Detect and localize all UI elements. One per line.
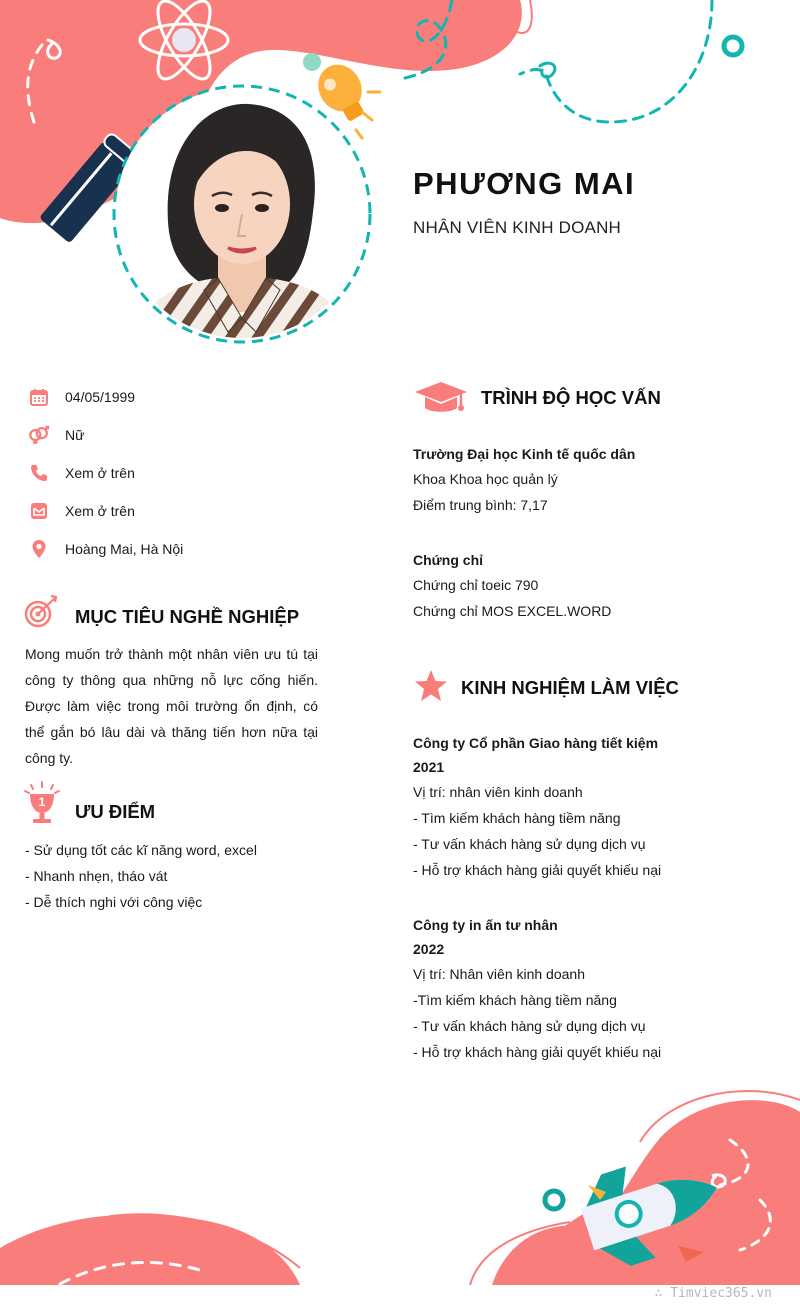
objective-title: MỤC TIÊU NGHỀ NGHIỆP [75, 606, 300, 627]
dashed-path-right [520, 0, 712, 122]
job-year: 2021 [413, 759, 445, 775]
calendar-icon [28, 386, 50, 408]
watermark-text: Timviec365.vn [670, 1286, 772, 1301]
gender-icon [28, 424, 50, 446]
certificate-item: Chứng chỉ MOS EXCEL.WORD [413, 603, 612, 619]
gpa: Điểm trung bình: 7,17 [413, 497, 548, 513]
contact-address [28, 537, 183, 561]
star-icon [413, 668, 449, 709]
teal-ring [724, 37, 742, 55]
phone-text: Xem ở trên [65, 465, 135, 481]
phone-icon [28, 462, 50, 484]
experience-title: KINH NGHIỆM LÀM VIỆC [461, 677, 679, 698]
contact-email [28, 499, 135, 523]
gender-text: Nữ [65, 427, 85, 443]
objective-text: Mong muốn trở thành một nhân viên ưu tú tại công ty thông qua những nỗ lực cống hiến. Được làm việc trong môi trường ổn định, có thể gắn bó lâu dài và thăng tiến hơn nữa tại công ty. [25, 646, 318, 766]
bottom-left-coral-blob [0, 1214, 300, 1285]
faculty: Khoa Khoa học quản lý [413, 471, 558, 487]
strengths-title: ƯU ĐIỂM [75, 801, 156, 822]
job-year: 2022 [413, 941, 445, 957]
school-name: Trường Đại học Kinh tế quốc dân [413, 446, 636, 462]
education-title: TRÌNH ĐỘ HỌC VẤN [481, 387, 661, 408]
target-icon [24, 594, 60, 635]
strength-item: - Nhanh nhẹn, tháo vát [25, 868, 168, 884]
job-detail: - Tư vấn khách hàng sử dụng dịch vụ [413, 1018, 646, 1034]
job-detail: -Tìm kiếm khách hàng tiềm năng [413, 992, 617, 1008]
email-icon [28, 500, 50, 522]
job-detail: Vị trí: nhân viên kinh doanh [413, 784, 583, 800]
profile-photo [108, 82, 376, 350]
graduation-cap-icon [413, 380, 469, 419]
location-pin-icon [28, 538, 50, 560]
watermark [655, 1286, 772, 1301]
certificate-title: Chứng chỉ [413, 552, 484, 568]
contact-phone [28, 461, 135, 485]
certificate-item: Chứng chỉ toeic 790 [413, 577, 539, 593]
job-detail: - Hỗ trợ khách hàng giải quyết khiếu nại [413, 1044, 662, 1060]
teal-ring-bottom [545, 1191, 563, 1209]
email-text: Xem ở trên [65, 503, 135, 519]
candidate-job-title: NHÂN VIÊN KINH DOANH [413, 218, 622, 237]
job-detail: - Tìm kiếm khách hàng tiềm năng [413, 810, 621, 826]
job-detail: - Tư vấn khách hàng sử dụng dịch vụ [413, 836, 646, 852]
trophy-number: 1 [38, 795, 46, 809]
birthday-text: 04/05/1999 [65, 389, 136, 405]
company-name: Công ty in ấn tư nhân [413, 917, 558, 933]
watermark-logo-icon: ∴ [654, 1286, 671, 1301]
candidate-name: PHƯƠNG MAI [413, 166, 636, 201]
company-name: Công ty Cổ phần Giao hàng tiết kiệm [413, 735, 659, 751]
avatar [108, 82, 376, 350]
job-detail: - Hỗ trợ khách hàng giải quyết khiếu nại [413, 862, 662, 878]
job-detail: Vị trí: Nhân viên kinh doanh [413, 966, 585, 982]
strength-item: - Dễ thích nghi với công việc [25, 894, 203, 910]
contact-birthday [28, 385, 135, 409]
address-text: Hoàng Mai, Hà Nội [65, 541, 184, 557]
strength-item: - Sử dụng tốt các kĩ năng word, excel [25, 842, 257, 858]
contact-gender [28, 423, 84, 447]
